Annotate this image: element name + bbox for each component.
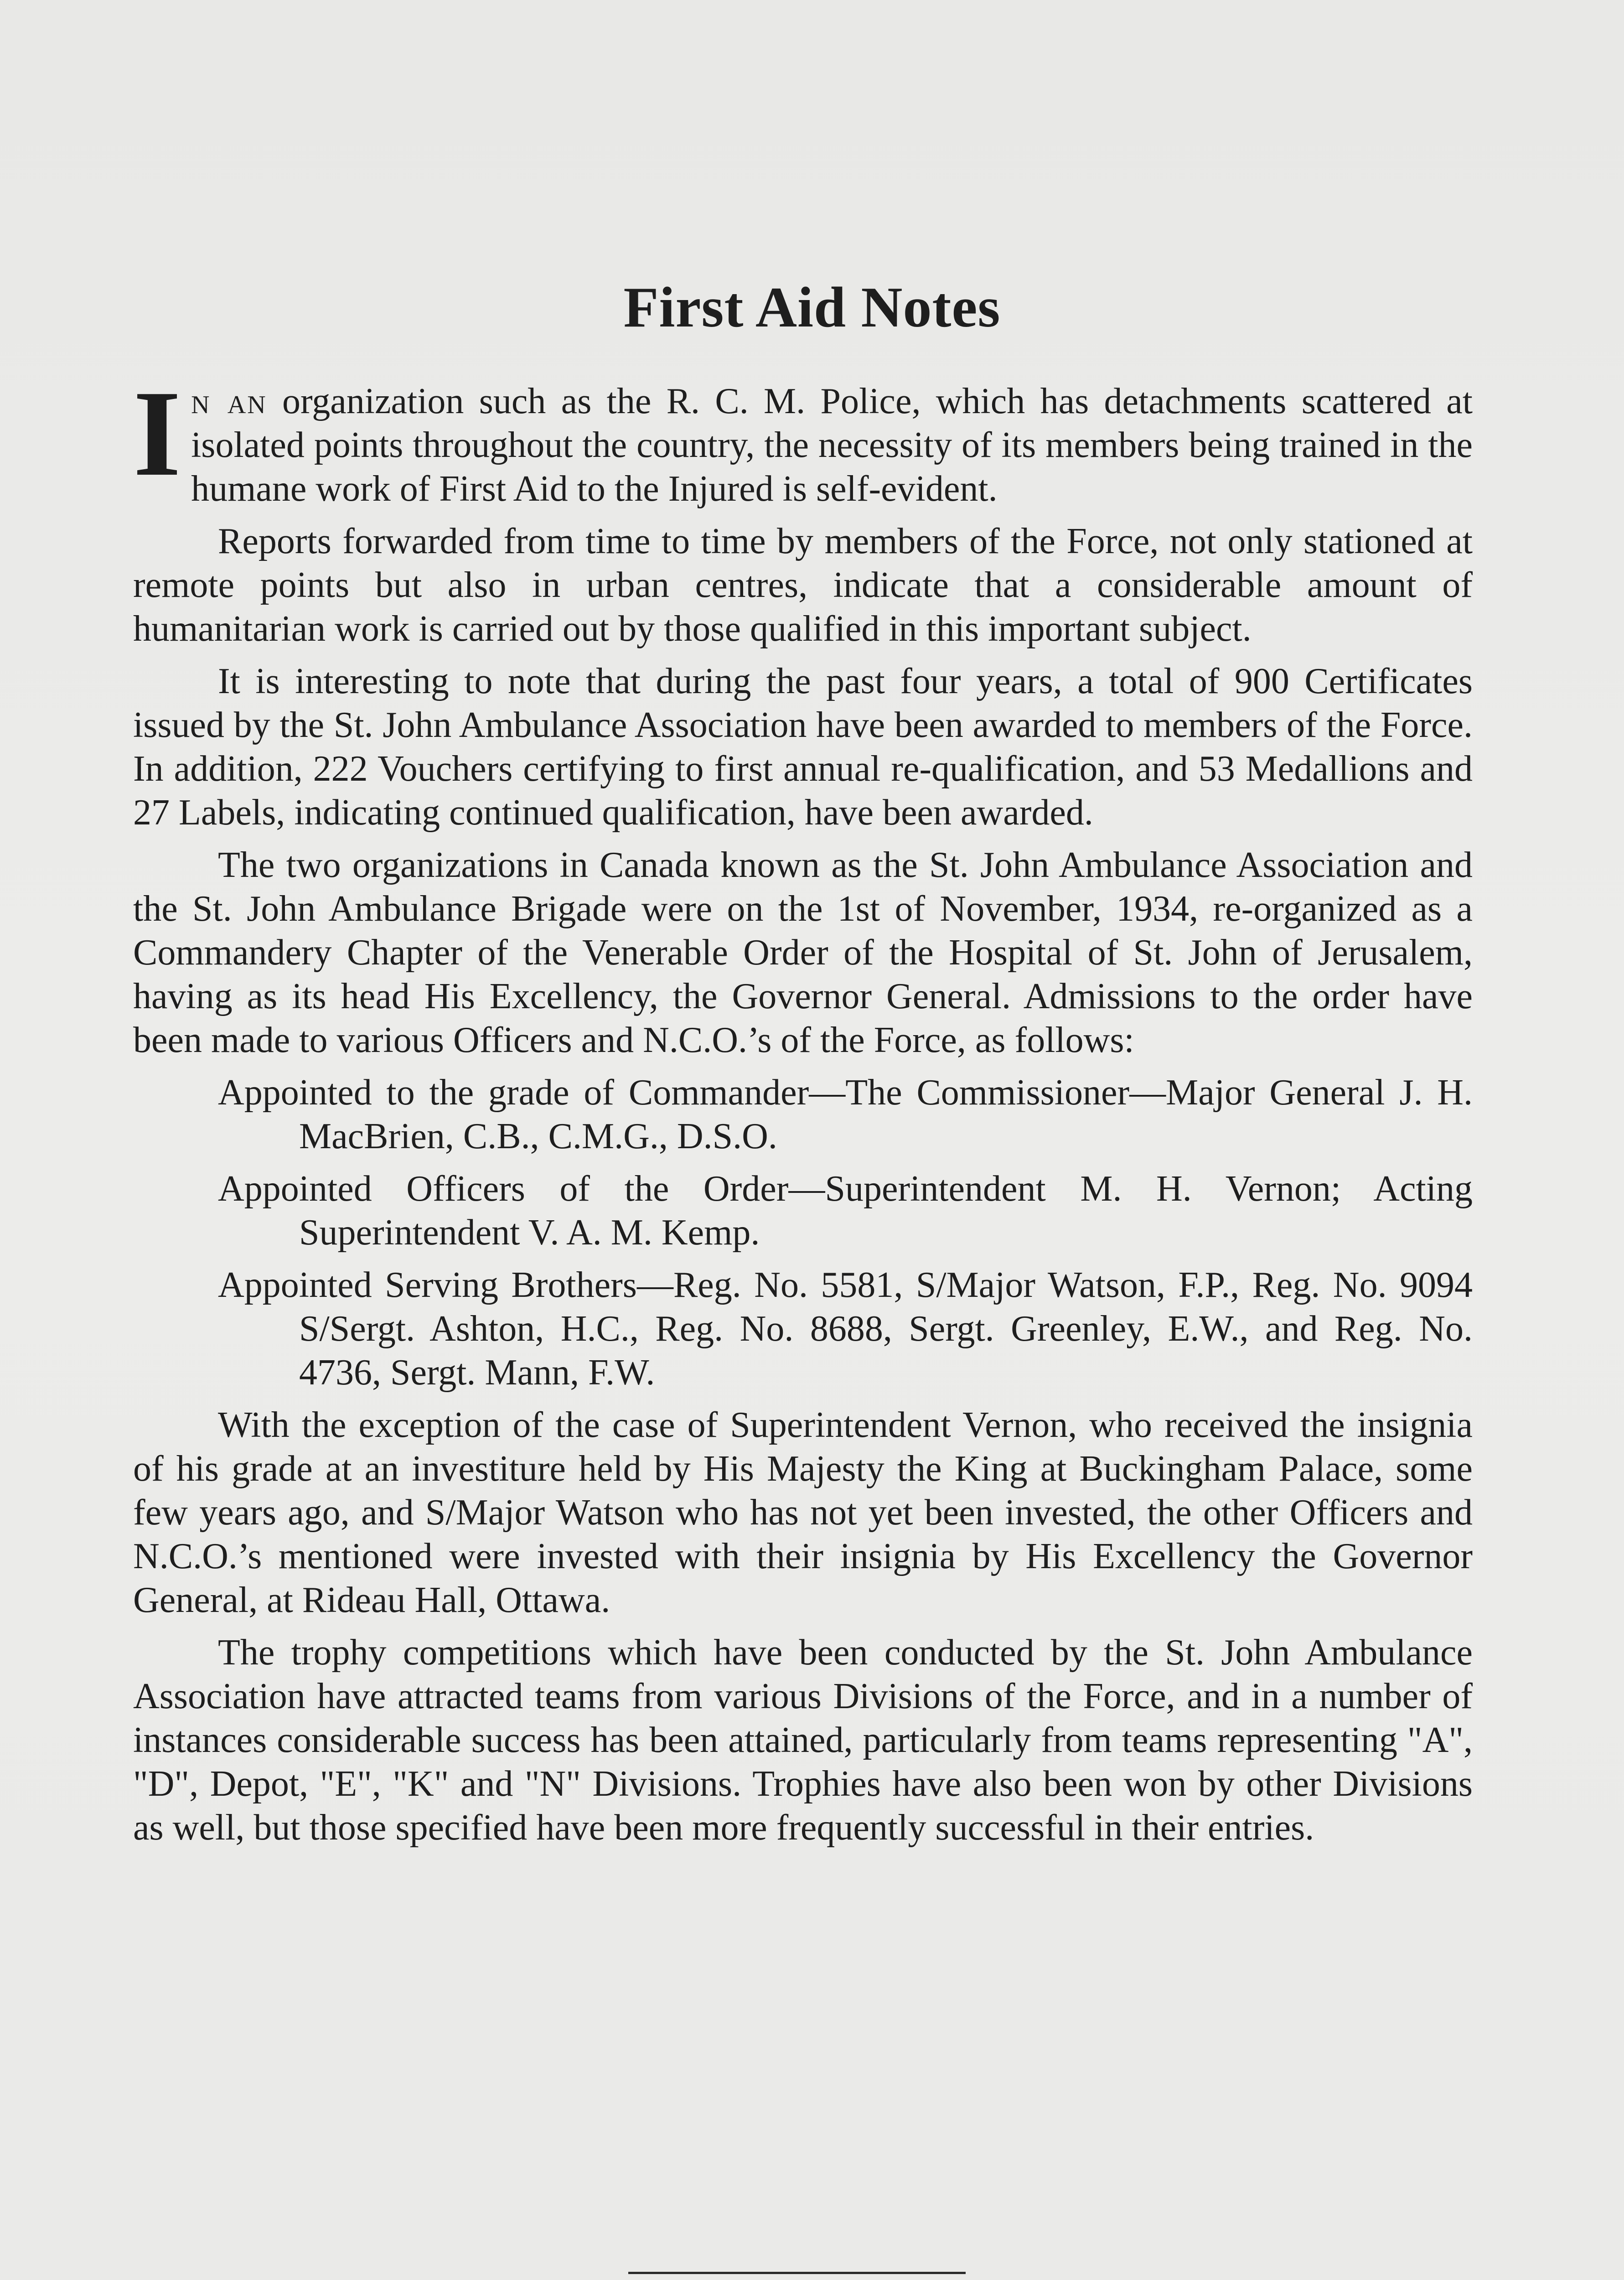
paragraph-organizations: The two organizations in Canada known as the St. John Ambulance Association and the St. John Ambulance Brigade were on the 1st of November, 1934, re-organized as a Commandery Chapter of the Venerable Order of the Hospital of St. John of Jerusalem, having as its head His Excellency, the Governor General. Admissions to the order have been made to various Officers and N.C.O.’s of the Force, as follows: bbox=[133, 845, 1473, 1060]
page-title: First Aid Notes bbox=[623, 276, 1001, 339]
intro-paragraph bbox=[133, 365, 1473, 511]
paragraph-certificates: It is interesting to note that during the past four years, a total of 900 Certificates issued by the St. John Ambulance Association have been awarded to members of the Force. In addition, 222 Vouchers certifying to first annual re-qualification, and 53 Medallions and 27 Labels, indicating continued qualification, have been awarded. bbox=[133, 661, 1473, 833]
intro-text: organization such as the R. C. M. Police, which has detachments scattered at isolated points throughout the country, the necessity of its members being trained in the humane work of First Aid to the Injured is self-evident. bbox=[191, 381, 1473, 509]
article-body bbox=[133, 365, 1473, 1858]
appointment-commander: Appointed to the grade of Commander—The Commissioner—Major General J. H. MacBrien, C.B., C.M.G., D.S.O. bbox=[218, 1073, 1473, 1156]
section-divider bbox=[628, 2272, 966, 2274]
paragraph-investiture: With the exception of the case of Superintendent Vernon, who received the insignia of his grade at an investiture held by His Majesty the King at Buckingham Palace, some few years ago, and S/Major Watson who has not yet been invested, the other Officers and N.C.O.’s mentioned were invested with their insignia by His Excellency the Governor General, at Rideau Hall, Ottawa. bbox=[133, 1405, 1473, 1620]
paragraph-reports: Reports forwarded from time to time by members of the Force, not only stationed at remote points but also in urban centres, indicate that a considerable amount of humanitarian work is carried out by those qualified in this important subject. bbox=[133, 521, 1473, 649]
intro-smallcaps: n an bbox=[191, 381, 267, 421]
appointment-serving-brothers: Appointed Serving Brothers—Reg. No. 5581, S/Major Watson, F.P., Reg. No. 9094 S/Sergt. Ashton, H.C., Reg. No. 8688, Sergt. Greenley, E.W., and Reg. No. 4736, Sergt. Mann, F.W. bbox=[218, 1265, 1473, 1393]
drop-cap: I bbox=[133, 365, 181, 502]
appointment-officers: Appointed Officers of the Order—Superintendent M. H. Vernon; Acting Superintendent V. A. M. Kemp. bbox=[218, 1169, 1473, 1253]
paragraph-trophies: The trophy competitions which have been conducted by the St. John Ambulance Association have attracted teams from various Divisions of the Force, and in a number of instances considerable success has been attained, particularly from teams representing "A", "D", Depot, "E", "K" and "N" Divisions. Trophies have also been won by other Divisions as well, but those specified have been more frequently successful in their entries. bbox=[133, 1632, 1473, 1848]
